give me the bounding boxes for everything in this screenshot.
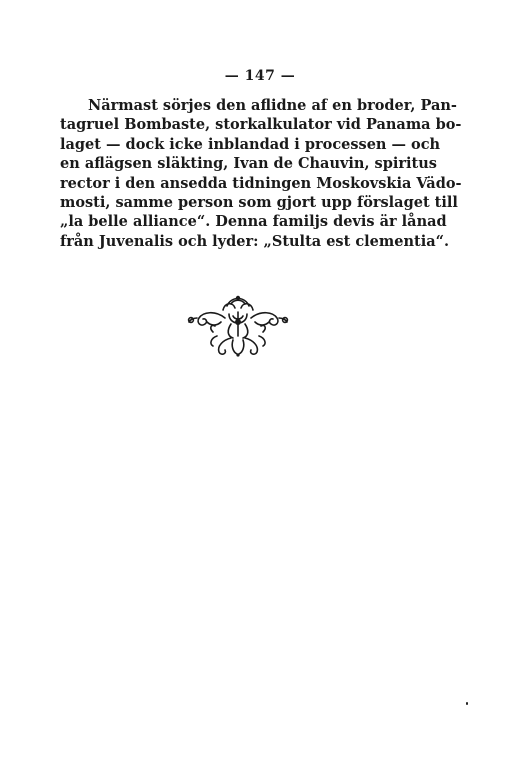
text-line: Närmast sörjes den aflidne af en broder, Pan- xyxy=(88,97,457,114)
text-line: laget — dock icke inblandad i processen — och xyxy=(60,135,441,153)
text-line: tagruel Bombaste, storkalkulator vid Panama bo- xyxy=(60,116,462,134)
print-speck xyxy=(466,702,468,705)
page-number: — 147 — xyxy=(224,68,296,84)
text-line: mosti, samme person som gjort upp förslaget till xyxy=(60,194,458,212)
text-line: „la belle alliance“. Denna familjs devis är lånad xyxy=(60,213,447,231)
text-line: rector i den ansedda tidningen Moskovskia Vädo- xyxy=(60,174,462,192)
text-line: en aflägsen släkting, Ivan de Chauvin, spiritus xyxy=(60,155,437,173)
floral-scroll-ornament-icon xyxy=(187,292,289,358)
text-line: från Juvenalis och lyder: „Stulta est clementia“. xyxy=(60,232,450,250)
body-paragraph xyxy=(60,96,462,251)
